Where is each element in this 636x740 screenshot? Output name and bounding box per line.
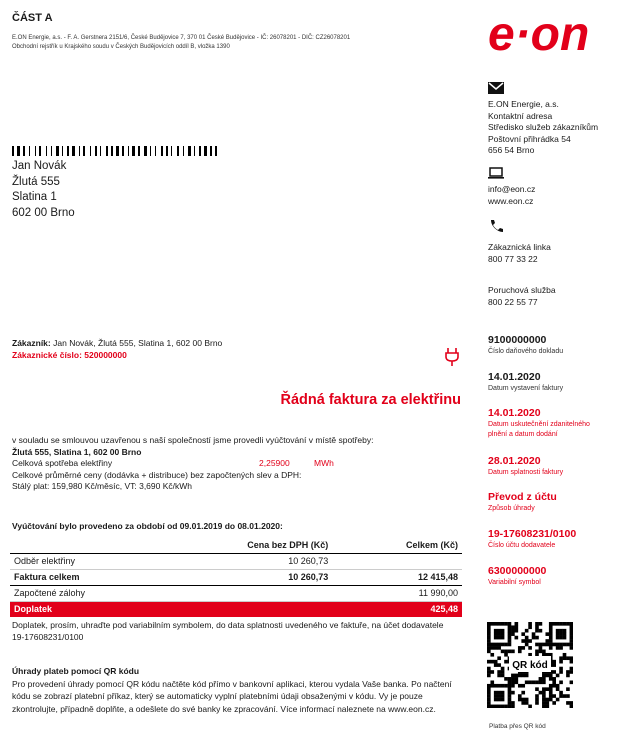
recipient-address xyxy=(12,159,75,221)
barcode-bar xyxy=(161,146,163,156)
consumption-unit: MWh xyxy=(314,458,334,468)
contact-fault-number: 800 22 55 77 xyxy=(488,296,538,307)
contact-phone xyxy=(488,219,633,265)
barcode-bar xyxy=(169,146,170,156)
barcode-bar xyxy=(42,146,45,156)
barcode-bar xyxy=(116,146,119,156)
barcode-bar xyxy=(37,146,38,156)
barcode-bar xyxy=(125,146,127,156)
barcode-bar xyxy=(208,146,209,156)
row-label: Započtené zálohy xyxy=(10,585,140,601)
contact-online xyxy=(488,167,633,207)
taxable-label-2: plnění a datum dodání xyxy=(488,431,558,438)
customer-number: 520000000 xyxy=(84,350,127,360)
barcode-bar xyxy=(56,146,59,156)
barcode-bar xyxy=(109,146,110,156)
account-label: Číslo účtu dodavatele xyxy=(488,542,556,549)
table-row xyxy=(10,569,462,585)
taxable-label-1: Datum uskutečnění zdanitelného xyxy=(488,421,590,428)
barcode-bar xyxy=(180,146,182,156)
barcode-bar xyxy=(164,146,165,156)
barcode-bar xyxy=(194,146,195,156)
barcode-bar xyxy=(70,146,71,156)
contact-postal xyxy=(488,82,633,157)
barcode-bar xyxy=(76,146,78,156)
barcode-bar xyxy=(53,146,55,156)
barcode-bar xyxy=(192,146,193,156)
barcode-bar xyxy=(46,146,47,156)
row-net: 10 260,73 xyxy=(140,569,332,585)
barcode-bar xyxy=(141,146,143,156)
qr-section-title: Úhrady plateb pomocí QR kódu xyxy=(12,666,140,676)
barcode-bar xyxy=(23,146,25,156)
barcode-bar xyxy=(102,146,105,156)
table-row xyxy=(10,553,462,569)
invoice-intro: v souladu se smlouvou uzavřenou s naší společností jsme provedli vyúčtování v místě spotřeby: xyxy=(12,435,374,445)
col-net-header: Cena bez DPH (Kč) xyxy=(140,537,332,553)
contact-city: 656 54 Brno xyxy=(488,145,535,155)
invoice-summary xyxy=(12,435,462,493)
row-total: 12 415,48 xyxy=(332,569,462,585)
barcode-bar xyxy=(136,146,137,156)
contact-fault xyxy=(488,285,633,308)
row-net xyxy=(140,601,332,617)
recipient-city: 602 00 Brno xyxy=(12,206,75,219)
due-label: Datum splatnosti faktury xyxy=(488,469,564,476)
tax-doc-value: 9100000000 xyxy=(488,334,547,346)
phone-icon xyxy=(488,219,504,233)
barcode-bar xyxy=(92,146,94,156)
customer-number-label: Zákaznické číslo: xyxy=(12,350,82,360)
contact-address-label: Kontaktní adresa xyxy=(488,110,553,121)
barcode-bar xyxy=(67,146,69,156)
row-total: 11 990,00 xyxy=(332,585,462,601)
customer-value: Jan Novák, Žlutá 555, Slatina 1, 602 00 Brno xyxy=(53,338,223,348)
billing-period: Vyúčtování bylo provedeno za období od 09.01.2019 do 08.01.2020: xyxy=(12,521,283,531)
company-line-1: E.ON Energie, a.s. - F. A. Gerstnera 2151/6, České Budějovice 7, 370 01 České Budějovice - IČ: 26078201 - DIČ: CZ26078201 xyxy=(12,35,351,41)
barcode-bar xyxy=(83,146,85,156)
barcode-bar xyxy=(173,146,176,156)
row-net: 10 260,73 xyxy=(140,553,332,569)
barcode-bar xyxy=(144,146,147,156)
barcode-bar xyxy=(95,146,97,156)
barcode-bar xyxy=(114,146,115,156)
barcode-bar xyxy=(213,146,214,156)
barcode-bar xyxy=(196,146,198,156)
meta-issue xyxy=(488,371,633,394)
barcode-bar xyxy=(64,146,66,156)
row-total xyxy=(332,553,462,569)
contact-center: Středisko služeb zákazníkům xyxy=(488,122,599,132)
barcode-bar xyxy=(98,146,99,156)
account-number: 19-17608231/0100 xyxy=(488,528,577,540)
barcode-bar xyxy=(202,146,203,156)
barcode-bar xyxy=(72,146,75,156)
col-total-header: Celkem (Kč) xyxy=(332,537,462,553)
barcode-bar xyxy=(81,146,82,156)
eon-logo xyxy=(486,10,626,58)
barcode-bar xyxy=(39,146,41,156)
barcode-bar xyxy=(215,146,217,156)
barcode-bar xyxy=(157,146,160,156)
barcode-bar xyxy=(29,146,30,156)
qr-caption: Platba přes QR kód xyxy=(489,723,546,730)
issue-date: 14.01.2020 xyxy=(488,371,541,383)
row-net xyxy=(140,585,332,601)
consumption-value: 2,25900 xyxy=(259,458,290,468)
barcode-bar xyxy=(21,146,22,156)
recipient-street: Žlutá 555 xyxy=(12,175,60,188)
barcode-bar xyxy=(26,146,28,156)
plug-icon xyxy=(443,347,461,367)
barcode-bar xyxy=(166,146,168,156)
recipient-district: Slatina 1 xyxy=(12,191,57,203)
qr-code[interactable] xyxy=(487,622,573,708)
barcode-bar xyxy=(177,146,179,156)
barcode-bar xyxy=(130,146,131,156)
barcode-bar xyxy=(185,146,187,156)
barcode-bar xyxy=(15,146,16,156)
company-info xyxy=(12,34,432,52)
barcode-bar xyxy=(188,146,191,156)
contact-company: E.ON Energie, a.s. xyxy=(488,99,559,109)
barcode-bar xyxy=(152,146,154,156)
barcode xyxy=(12,146,278,156)
barcode-bar xyxy=(150,146,151,156)
row-label: Doplatek xyxy=(10,601,140,617)
contact-fault-label: Poruchová služba xyxy=(488,285,556,295)
recipient-name: Jan Novák xyxy=(12,160,67,172)
contact-line-label: Zákaznická linka xyxy=(488,242,551,252)
contact-line-number: 800 77 33 22 xyxy=(488,253,538,264)
consumption-place: Žlutá 555, Slatina 1, 602 00 Brno xyxy=(12,446,142,457)
barcode-bar xyxy=(210,146,212,156)
meta-var-symbol xyxy=(488,565,633,588)
barcode-bar xyxy=(171,146,172,156)
billing-table xyxy=(10,537,462,617)
barcode-bar xyxy=(111,146,113,156)
barcode-bar xyxy=(51,146,52,156)
barcode-bar xyxy=(120,146,121,156)
barcode-bar xyxy=(86,146,89,156)
qr-label: QR kód xyxy=(512,660,548,671)
qr-section-text: Pro provedení úhrady pomocí QR kódu načtěte kód přímo v bankovní aplikaci, kterou vydala Vaše banka. Po načtení kódu se zobrazí platební příkaz, který se automaticky vyplní platebními údaji obsaženými v kódu. Vy je pouze zkontrolujte, případně doplňte, a odešlete do své banky ke zpracování. Více informací naleznete na www.eon.cz. xyxy=(12,679,452,714)
barcode-bar xyxy=(128,146,129,156)
company-line-2: Obchodní rejstřík u Krajského soudu v Českých Budějovicích oddíl B, vložka 1390 xyxy=(12,44,230,50)
payment-label: Způsob úhrady xyxy=(488,505,535,512)
barcode-bar xyxy=(12,146,14,156)
meta-payment xyxy=(488,491,633,514)
barcode-bar xyxy=(122,146,124,156)
var-symbol-label: Variabilní symbol xyxy=(488,579,541,586)
avg-price-values: Stálý plat: 159,980 Kč/měsíc, VT: 3,690 Kč/kWh xyxy=(12,481,193,491)
row-label: Odběr elektřiny xyxy=(10,553,140,569)
barcode-bar xyxy=(106,146,108,156)
table-row-due xyxy=(10,601,462,617)
invoice-title: Řádná faktura za elektřinu xyxy=(280,392,461,408)
tax-doc-label: Číslo daňového dokladu xyxy=(488,348,564,355)
barcode-bar xyxy=(183,146,184,156)
barcode-bar xyxy=(90,146,91,156)
var-symbol: 6300000000 xyxy=(488,565,547,577)
part-title: ČÁST A xyxy=(12,12,53,24)
customer-label: Zákazník: xyxy=(12,338,51,348)
meta-taxable xyxy=(488,407,633,440)
barcode-bar xyxy=(79,146,80,156)
barcode-bar xyxy=(17,146,20,156)
table-row xyxy=(10,585,462,601)
barcode-bar xyxy=(60,146,61,156)
due-date: 28.01.2020 xyxy=(488,455,541,467)
row-label: Faktura celkem xyxy=(10,569,140,585)
barcode-bar xyxy=(155,146,156,156)
barcode-bar xyxy=(31,146,34,156)
contact-web[interactable]: www.eon.cz xyxy=(488,195,534,206)
eon-logo-text: e·on xyxy=(488,10,590,58)
customer-block xyxy=(12,337,222,361)
issue-label: Datum vystavení faktury xyxy=(488,385,564,392)
barcode-bar xyxy=(148,146,149,156)
contact-pobox: Poštovní přihrádka 54 xyxy=(488,133,571,144)
payment-method: Převod z účtu xyxy=(488,491,557,503)
taxable-date: 14.01.2020 xyxy=(488,407,541,419)
laptop-icon xyxy=(488,167,504,179)
meta-account xyxy=(488,528,633,551)
avg-price-label: Celkové průměrné ceny (dodávka + distribuce) bez započtených slev a DPH: xyxy=(12,469,302,480)
barcode-bar xyxy=(199,146,201,156)
barcode-bar xyxy=(48,146,50,156)
contact-email[interactable]: info@eon.cz xyxy=(488,184,536,194)
consumption-label: Celková spotřeba elektřiny xyxy=(12,458,113,468)
barcode-bar xyxy=(62,146,63,156)
barcode-bar xyxy=(204,146,207,156)
table-header xyxy=(10,537,462,553)
envelope-icon xyxy=(488,82,504,94)
barcode-bar xyxy=(100,146,101,156)
meta-tax-doc xyxy=(488,334,633,357)
row-total: 425,48 xyxy=(332,601,462,617)
payment-note: Doplatek, prosím, uhraďte pod variabilním symbolem, do data splatnosti uvedeného ve faktuře, na účet dodavatele 19-17608231/0100 xyxy=(12,620,444,642)
barcode-bar xyxy=(132,146,135,156)
meta-due xyxy=(488,455,633,478)
barcode-bar xyxy=(35,146,36,156)
barcode-bar xyxy=(138,146,140,156)
